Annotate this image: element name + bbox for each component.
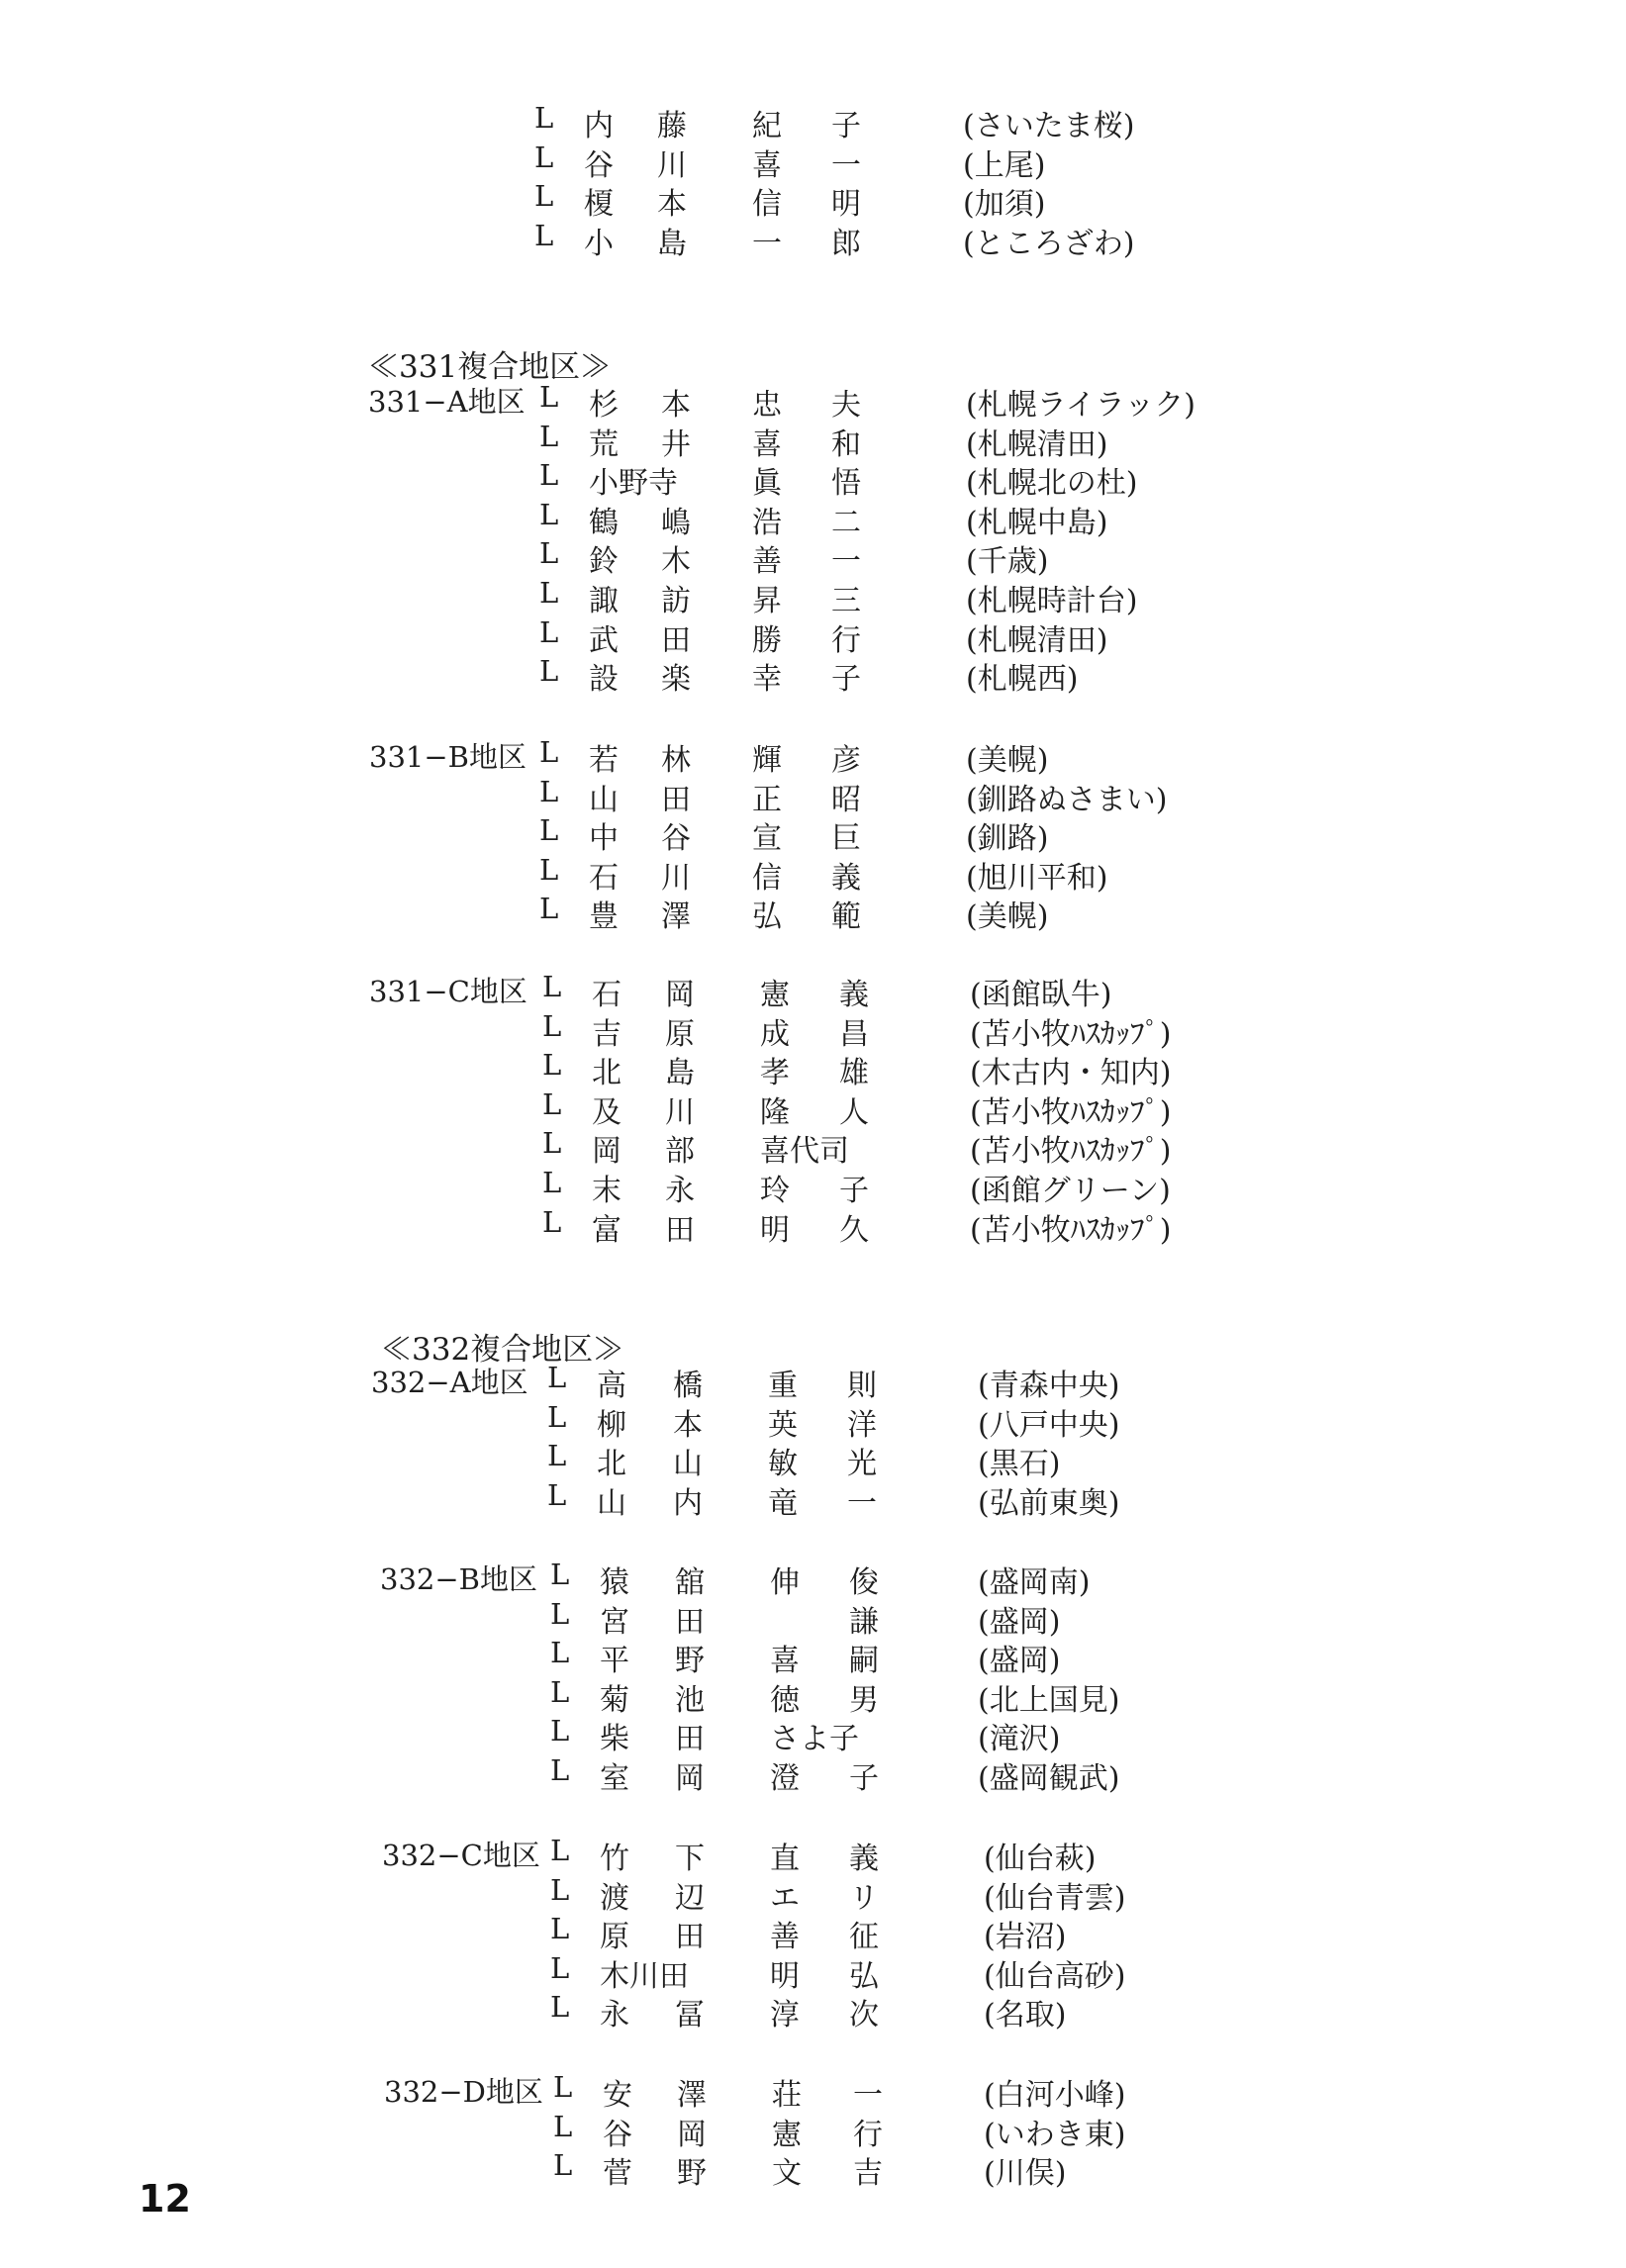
club-name: (苫小牧ﾊｽｶｯﾌﾟ): [970, 1094, 1172, 1130]
lion-prefix: L: [539, 852, 559, 887]
member-name-part: 木: [661, 544, 691, 580]
club-name: (旭川平和): [966, 860, 1108, 896]
member-name-part: 内: [673, 1485, 703, 1521]
member-name-part: 高: [597, 1369, 626, 1403]
member-name-part: 田: [661, 782, 691, 817]
lion-prefix: L: [542, 1008, 562, 1043]
member-name-part: 一: [752, 226, 782, 261]
member-name-part: 光: [847, 1447, 877, 1482]
club-name: (苫小牧ﾊｽｶｯﾌﾟ): [970, 1212, 1172, 1248]
member-name-part: 伸: [770, 1565, 800, 1600]
member-name-part: 竹: [600, 1842, 629, 1876]
member-name-part: 平: [600, 1644, 629, 1679]
member-name-part: 郎: [831, 226, 861, 261]
member-name-part: 喜: [752, 147, 782, 183]
member-name-part: 田: [675, 1920, 705, 1955]
member-name-part: 勝: [752, 622, 782, 658]
page-number: 12: [139, 2177, 191, 2221]
member-name-part: 橋: [673, 1369, 703, 1403]
member-name-part: 嗣: [849, 1644, 879, 1679]
club-name: (名取): [984, 1998, 1067, 2033]
club-name: (木古内・知内): [970, 1056, 1172, 1091]
member-name-part: 弘: [752, 899, 782, 935]
member-name-part: 富: [592, 1212, 622, 1248]
lion-prefix: L: [550, 1912, 570, 1946]
lion-prefix: L: [550, 1558, 570, 1591]
member-name-part: 楽: [661, 662, 691, 698]
member-name-part: 北: [597, 1447, 626, 1482]
lion-prefix: L: [542, 1087, 562, 1121]
lion-prefix: L: [539, 380, 559, 414]
lion-prefix: L: [539, 497, 559, 531]
lion-prefix: L: [539, 813, 559, 848]
member-name-part: 信: [752, 860, 782, 896]
member-name-part: 明: [770, 1958, 800, 1994]
member-name-part: 弘: [849, 1958, 879, 1994]
district-label: 331−A地区: [368, 385, 526, 419]
member-name-part: さよ子: [770, 1722, 859, 1757]
member-name-part: 行: [853, 2117, 883, 2152]
member-name-part: 石: [592, 978, 622, 1012]
club-name: (千歳): [966, 544, 1049, 580]
member-name-part: 永: [665, 1174, 695, 1208]
lion-prefix: L: [534, 101, 554, 135]
member-name-part: 榎: [584, 187, 614, 223]
member-name-part: 山: [589, 782, 619, 817]
member-name-part: 川: [665, 1094, 695, 1130]
district-label: 332−C地区: [382, 1839, 540, 1872]
member-name-part: 内: [584, 109, 614, 143]
member-name-part: 鈴: [589, 544, 619, 580]
lion-prefix: L: [550, 1950, 570, 1985]
lion-prefix: L: [539, 892, 559, 926]
lion-prefix: L: [547, 1477, 567, 1512]
member-name-part: 一: [831, 544, 861, 580]
district-label: 332−D地区: [384, 2075, 543, 2109]
member-name-part: 川: [661, 860, 691, 896]
lion-prefix: L: [550, 1872, 570, 1907]
member-name-part: 子: [831, 662, 861, 698]
member-name-part: 田: [675, 1604, 705, 1640]
club-name: (仙台萩): [984, 1842, 1097, 1876]
lion-prefix: L: [542, 970, 562, 1003]
club-name: (仙台高砂): [984, 1958, 1126, 1994]
member-name-part: 澤: [661, 899, 691, 935]
member-name-part: 昭: [831, 782, 861, 817]
lion-prefix: L: [542, 1166, 562, 1199]
member-name-part: 一: [847, 1485, 877, 1521]
club-name: (岩沼): [984, 1920, 1067, 1955]
member-name-part: 舘: [675, 1565, 705, 1600]
member-name-part: 直: [770, 1842, 800, 1876]
member-name-part: 信: [752, 187, 782, 223]
member-name-part: 北: [592, 1056, 622, 1091]
club-name: (滝沢): [978, 1722, 1061, 1757]
member-name-part: 本: [673, 1407, 703, 1443]
lion-prefix: L: [550, 1596, 570, 1631]
member-name-part: 謙: [849, 1604, 879, 1640]
member-name-part: 敏: [768, 1447, 798, 1482]
lion-prefix: L: [542, 1204, 562, 1239]
member-name-part: 明: [831, 187, 861, 223]
lion-prefix: L: [550, 1674, 570, 1709]
club-name: (札幌ライラック): [966, 388, 1196, 423]
member-name-part: 紀: [752, 109, 782, 143]
member-name-part: 室: [600, 1761, 629, 1796]
lion-prefix: L: [539, 458, 559, 493]
member-name-part: 猿: [600, 1565, 629, 1600]
member-name-part: 昌: [839, 1016, 869, 1052]
member-name-part: 澤: [677, 2078, 707, 2113]
member-name-part: 雄: [839, 1056, 869, 1091]
member-name-part: 訪: [661, 584, 691, 618]
member-name-part: 文: [772, 2156, 802, 2192]
member-name-part: 田: [661, 622, 691, 658]
section-title: ≪332複合地区≫: [381, 1332, 624, 1368]
member-name-part: 英: [768, 1407, 798, 1443]
lion-prefix: L: [542, 1126, 562, 1161]
section-title: ≪331複合地区≫: [368, 349, 612, 385]
member-name-part: 一: [853, 2078, 883, 2113]
club-name: (釧路): [966, 821, 1049, 857]
member-name-part: 憲: [772, 2117, 802, 2152]
member-name-part: 本: [661, 388, 691, 423]
club-name: (札幌清田): [966, 622, 1108, 658]
member-name-part: 悟: [831, 466, 861, 502]
member-name-part: 原: [600, 1920, 629, 1955]
member-name-part: 三: [831, 584, 861, 618]
club-name: (黒石): [978, 1447, 1061, 1482]
member-name-part: 淳: [770, 1998, 800, 2033]
lion-prefix: L: [550, 1714, 570, 1748]
member-name-part: 岡: [677, 2117, 707, 2152]
member-name-part: 田: [675, 1722, 705, 1757]
club-name: (美幌): [966, 899, 1049, 935]
lion-prefix: L: [550, 1636, 570, 1670]
member-name-part: 井: [661, 426, 691, 462]
member-name-part: 石: [589, 860, 619, 896]
lion-prefix: L: [539, 735, 559, 769]
member-name-part: 鶴: [589, 505, 619, 540]
club-name: (川俣): [984, 2156, 1067, 2192]
club-name: (札幌時計台): [966, 584, 1138, 618]
club-name: (札幌北の杜): [966, 466, 1138, 502]
member-name-part: 彦: [831, 743, 861, 778]
lion-prefix: L: [553, 2148, 573, 2183]
member-name-part: 善: [752, 544, 782, 580]
member-name-part: 洋: [847, 1407, 877, 1443]
club-name: (青森中央): [978, 1369, 1120, 1403]
member-name-part: 永: [600, 1998, 629, 2033]
member-name-part: 木川田: [600, 1958, 689, 1994]
member-name-part: 輝: [752, 743, 782, 778]
member-name-part: 川: [657, 147, 687, 183]
member-name-part: 一: [831, 147, 861, 183]
member-name-part: 岡: [665, 978, 695, 1012]
member-name-part: 藤: [657, 109, 687, 143]
lion-prefix: L: [539, 654, 559, 689]
member-name-part: 二: [831, 505, 861, 540]
club-name: (盛岡観武): [978, 1761, 1120, 1796]
club-name: (函館臥牛): [970, 978, 1112, 1012]
member-name-part: 杉: [589, 388, 619, 423]
member-name-part: 成: [760, 1016, 790, 1052]
member-name-part: 野: [675, 1644, 705, 1679]
member-name-part: 夫: [831, 388, 861, 423]
member-name-part: 次: [849, 1998, 879, 2033]
member-name-part: 玲: [760, 1174, 790, 1208]
member-name-part: 野: [677, 2156, 707, 2192]
member-name-part: 則: [847, 1369, 877, 1403]
lion-prefix: L: [542, 1048, 562, 1083]
member-name-part: 吉: [853, 2156, 883, 2192]
member-name-part: 竜: [768, 1485, 798, 1521]
club-name: (仙台青雲): [984, 1880, 1126, 1916]
member-name-part: 小野寺: [589, 466, 678, 502]
club-name: (函館グリーン): [970, 1174, 1171, 1208]
member-name-part: 義: [849, 1842, 879, 1876]
member-name-part: 浩: [752, 505, 782, 540]
member-name-part: 澄: [770, 1761, 800, 1796]
club-name: (盛岡): [978, 1604, 1061, 1640]
member-name-part: 善: [770, 1920, 800, 1955]
member-name-part: 和: [831, 426, 861, 462]
member-name-part: 義: [839, 978, 869, 1012]
member-name-part: 末: [592, 1174, 622, 1208]
lion-prefix: L: [553, 2109, 573, 2143]
member-name-part: 部: [665, 1134, 695, 1170]
member-name-part: 喜代司: [760, 1134, 849, 1170]
member-name-part: 林: [661, 743, 691, 778]
district-label: 332−A地区: [371, 1366, 528, 1399]
club-name: (八戸中央): [978, 1407, 1120, 1443]
member-name-part: エ: [770, 1880, 800, 1916]
member-name-part: 菅: [603, 2156, 632, 2192]
lion-prefix: L: [539, 536, 559, 571]
member-name-part: 正: [752, 782, 782, 817]
club-name: (美幌): [966, 743, 1049, 778]
club-name: (盛岡南): [978, 1565, 1091, 1600]
lion-prefix: L: [539, 576, 559, 610]
club-name: (上尾): [963, 147, 1046, 183]
member-name-part: 隆: [760, 1094, 790, 1130]
member-name-part: 荒: [589, 426, 619, 462]
member-name-part: 喜: [770, 1644, 800, 1679]
member-name-part: 行: [831, 622, 861, 658]
member-name-part: 谷: [603, 2117, 632, 2152]
district-label: 331−B地区: [369, 740, 526, 774]
district-label: 332−B地区: [380, 1562, 537, 1596]
club-name: (加須): [963, 187, 1046, 223]
member-name-part: 明: [760, 1212, 790, 1248]
member-name-part: 武: [589, 622, 619, 658]
member-name-part: 柴: [600, 1722, 629, 1757]
member-name-part: 島: [657, 226, 687, 261]
lion-prefix: L: [539, 774, 559, 808]
member-name-part: 吉: [592, 1016, 622, 1052]
lion-prefix: L: [553, 2070, 573, 2104]
lion-prefix: L: [539, 614, 559, 649]
lion-prefix: L: [534, 140, 554, 174]
member-name-part: 徳: [770, 1682, 800, 1718]
member-name-part: 荘: [772, 2078, 802, 2113]
member-name-part: 喜: [752, 426, 782, 462]
lion-prefix: L: [547, 1399, 567, 1434]
member-name-part: 中: [589, 821, 619, 857]
member-name-part: 柳: [597, 1407, 626, 1443]
member-name-part: 忠: [752, 388, 782, 423]
member-name-part: 俊: [849, 1565, 879, 1600]
club-name: (札幌中島): [966, 505, 1108, 540]
lion-prefix: L: [547, 1361, 567, 1394]
member-name-part: 眞: [752, 466, 782, 502]
club-name: (釧路ぬさまい): [966, 782, 1168, 817]
member-name-part: 池: [675, 1682, 705, 1718]
member-name-part: 人: [839, 1094, 869, 1130]
member-name-part: 諏: [589, 584, 619, 618]
member-name-part: 宮: [600, 1604, 629, 1640]
member-name-part: 田: [665, 1212, 695, 1248]
member-name-part: 孝: [760, 1056, 790, 1091]
member-name-part: 山: [597, 1485, 626, 1521]
member-name-part: 渡: [600, 1880, 629, 1916]
lion-prefix: L: [550, 1834, 570, 1867]
member-name-part: 谷: [661, 821, 691, 857]
member-name-part: 谷: [584, 147, 614, 183]
member-name-part: リ: [849, 1880, 879, 1916]
member-name-part: 原: [665, 1016, 695, 1052]
club-name: (ところざわ): [963, 226, 1135, 261]
club-name: (札幌清田): [966, 426, 1108, 462]
member-name-part: 義: [831, 860, 861, 896]
club-name: (さいたま桜): [963, 109, 1135, 143]
district-label: 331−C地区: [369, 975, 527, 1008]
club-name: (北上国見): [978, 1682, 1120, 1718]
member-name-part: 子: [849, 1761, 879, 1796]
member-name-part: 設: [589, 662, 619, 698]
lion-prefix: L: [550, 1753, 570, 1787]
member-name-part: 小: [584, 226, 614, 261]
lion-prefix: L: [534, 218, 554, 252]
member-name-part: 範: [831, 899, 861, 935]
member-name-part: 幸: [752, 662, 782, 698]
member-name-part: 下: [675, 1842, 705, 1876]
club-name: (いわき東): [984, 2117, 1126, 2152]
member-name-part: 昇: [752, 584, 782, 618]
member-name-part: 本: [657, 187, 687, 223]
member-name-part: 豊: [589, 899, 619, 935]
club-name: (札幌西): [966, 662, 1079, 698]
lion-prefix: L: [547, 1439, 567, 1473]
member-name-part: 子: [831, 109, 861, 143]
member-name-part: 冨: [675, 1998, 705, 2033]
member-name-part: 辺: [675, 1880, 705, 1916]
member-name-part: 山: [673, 1447, 703, 1482]
member-name-part: 岡: [675, 1761, 705, 1796]
member-name-part: 男: [849, 1682, 879, 1718]
member-name-part: 重: [768, 1369, 798, 1403]
club-name: (盛岡): [978, 1644, 1061, 1679]
lion-prefix: L: [539, 419, 559, 453]
member-name-part: 久: [839, 1212, 869, 1248]
member-name-part: 岡: [592, 1134, 622, 1170]
member-name-part: 嶋: [661, 505, 691, 540]
member-name-part: 巨: [831, 821, 861, 857]
member-name-part: 憲: [760, 978, 790, 1012]
member-name-part: 宣: [752, 821, 782, 857]
member-name-part: 及: [592, 1094, 622, 1130]
lion-prefix: L: [550, 1990, 570, 2025]
member-name-part: 子: [839, 1174, 869, 1208]
member-name-part: 若: [589, 743, 619, 778]
club-name: (苫小牧ﾊｽｶｯﾌﾟ): [970, 1134, 1172, 1170]
member-name-part: 菊: [600, 1682, 629, 1718]
club-name: (白河小峰): [984, 2078, 1126, 2113]
member-name-part: 島: [665, 1056, 695, 1091]
member-name-part: 征: [849, 1920, 879, 1955]
club-name: (苫小牧ﾊｽｶｯﾌﾟ): [970, 1016, 1172, 1052]
club-name: (弘前東奥): [978, 1485, 1120, 1521]
lion-prefix: L: [534, 179, 554, 214]
member-name-part: 安: [603, 2078, 632, 2113]
